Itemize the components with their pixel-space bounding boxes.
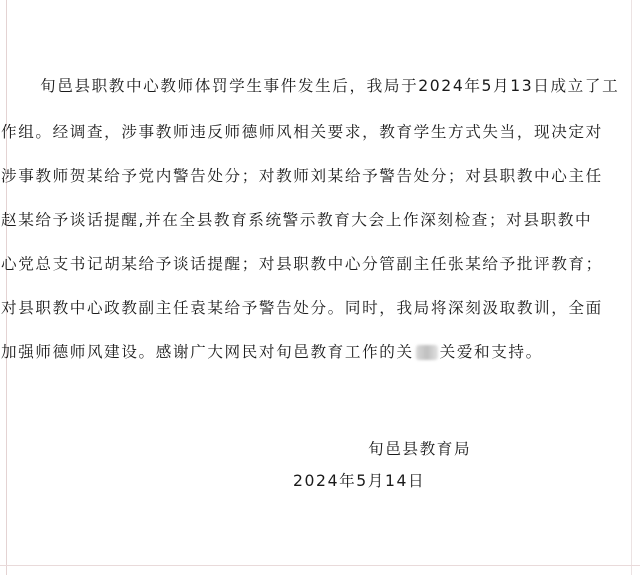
issue-date: 2024年5月14日 <box>293 472 426 490</box>
body-line-7 <box>1 339 543 365</box>
body-line-3: 涉事教师贺某给予党内警告处分；对教师刘某给予警告处分；对县职教中心主任 <box>1 167 603 185</box>
body-line-7-start: 加强师德师风建设。感谢广大网民对旬邑教育工作的关 <box>1 343 414 361</box>
right-border-line <box>631 0 632 575</box>
left-border-line <box>6 0 7 575</box>
body-line-6: 对县职教中心政教副主任袁某给予警告处分。同时，我局将深刻汲取教训，全面 <box>1 299 603 317</box>
issuer-name: 旬邑县教育局 <box>368 440 472 458</box>
bottom-border-line <box>0 565 640 566</box>
body-line-1: 旬邑县职教中心教师体罚学生事件发生后，我局于2024年5月13日成立了工 <box>40 77 620 95</box>
body-line-4: 赵某给予谈话提醒,并在全县教育系统警示教育大会上作深刻检查；对县职教中 <box>1 211 593 229</box>
body-line-2: 作组。经调查，涉事教师违反师德师风相关要求，教育学生方式失当，现决定对 <box>1 123 603 141</box>
redacted-mark <box>416 345 438 360</box>
body-line-5: 心党总支书记胡某给予谈话提醒；对县职教中心分管副主任张某给予批评教育； <box>1 255 603 273</box>
body-line-7-end: 关爱和支持。 <box>439 343 543 361</box>
